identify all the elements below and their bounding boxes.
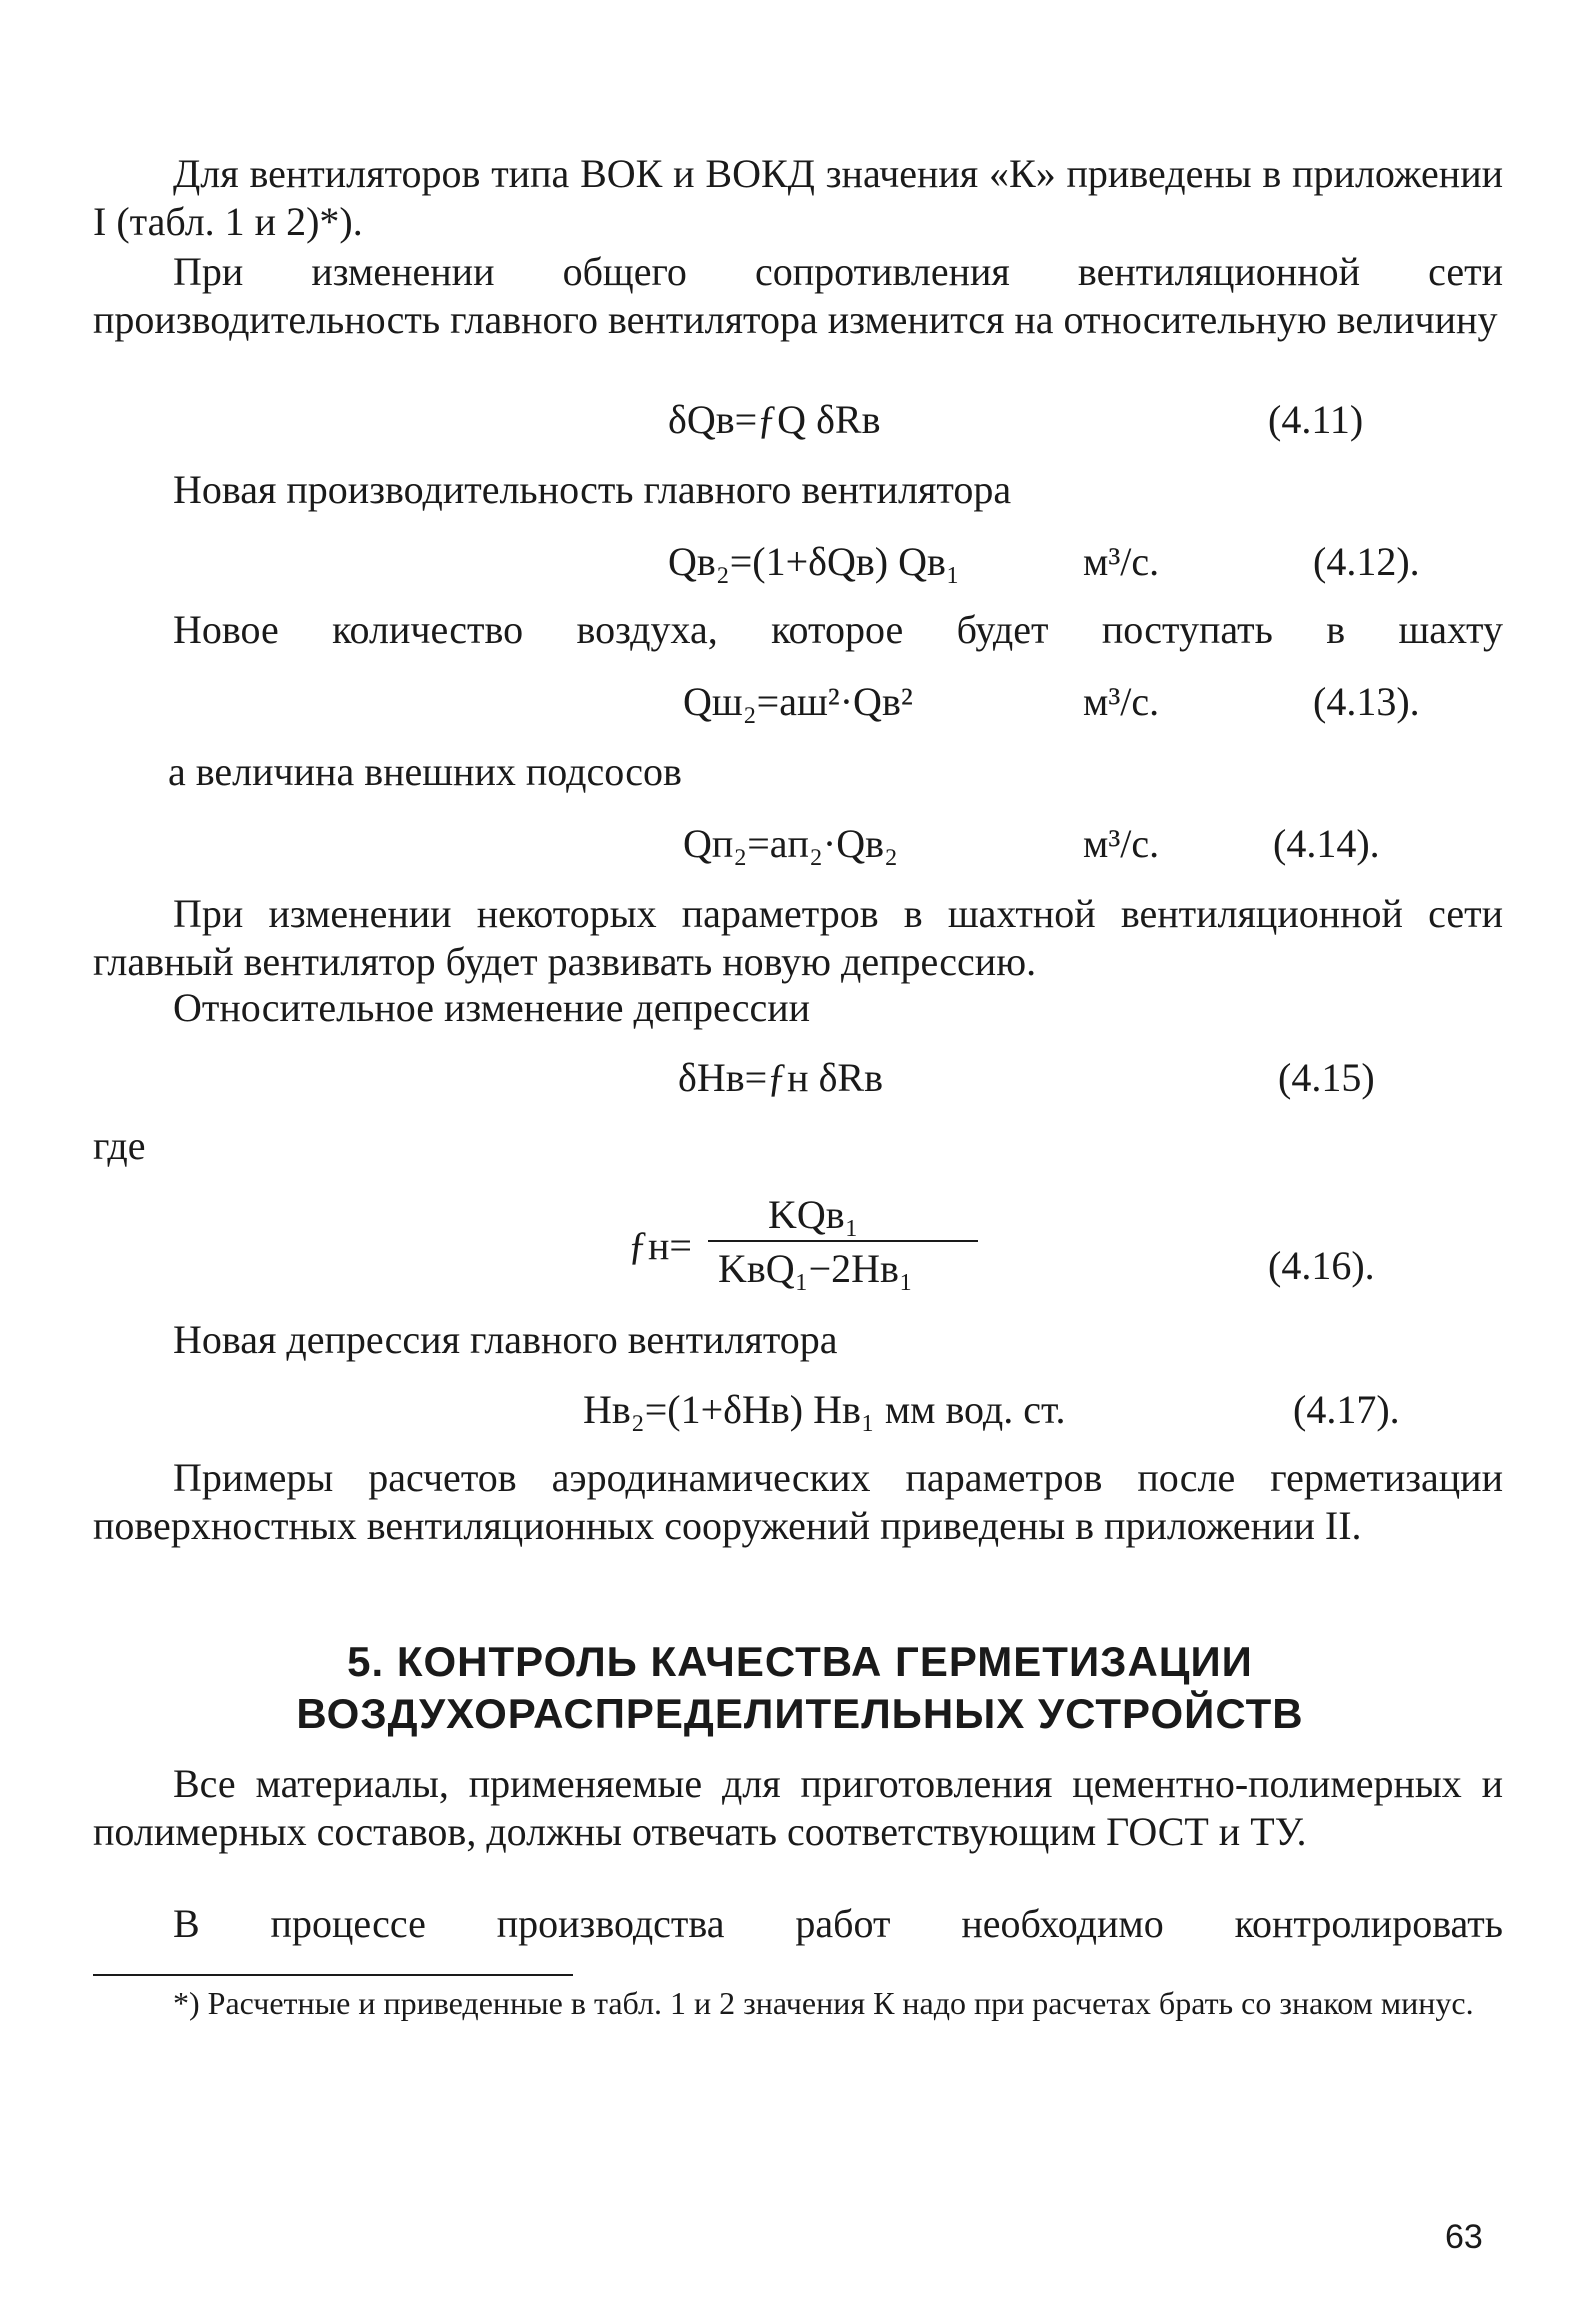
equation-4-16-numerator: KQв₁	[768, 1192, 859, 1237]
section-heading-line-1: 5. КОНТРОЛЬ КАЧЕСТВА ГЕРМЕТИЗАЦИИ	[347, 1638, 1253, 1685]
equation-4-12: Qв₂=(1+δQв) Qв₁	[668, 539, 960, 584]
equation-4-13: Qш₂=aш²·Qв²	[683, 679, 913, 724]
equation-4-17: Hв₂=(1+δHв) Hв₁ мм вод. ст.	[583, 1387, 1066, 1432]
equation-4-11: δQв=ƒQ δRв	[668, 397, 881, 442]
equation-number-4-15: (4.15)	[1278, 1055, 1375, 1100]
equation-unit-4-14: м³/с.	[1083, 821, 1160, 866]
paragraph-calculation-examples: Примеры расчетов аэродинамических параметров после герметизации поверхностных вентиляционных сооружений приведены в приложении II.	[93, 1455, 1503, 1548]
equation-4-16-lhs: ƒн=	[628, 1223, 692, 1268]
equation-unit-4-13: м³/с.	[1083, 679, 1160, 724]
equation-number-4-17: (4.17).	[1293, 1387, 1400, 1432]
paragraph-external-leakage: а величина внешних подсосов	[168, 749, 682, 794]
equation-number-4-13: (4.13).	[1313, 679, 1420, 724]
equation-number-4-12: (4.12).	[1313, 539, 1420, 584]
paragraph-new-fan-depression: Новая депрессия главного вентилятора	[173, 1317, 838, 1362]
paragraph-air-quantity: Новое количество воздуха, которое будет поступать в шахту	[173, 607, 1503, 652]
paragraph-fan-types: Для вентиляторов типа ВОК и ВОКД значения «К» приведены в приложении I (табл. 1 и 2)*).	[93, 151, 1503, 244]
paragraph-resistance-change: При изменении общего сопротивления вентиляционной сети производительность главного вентилятора изменится на относительную величину	[93, 249, 1503, 342]
footnote: *) Расчетные и приведенные в табл. 1 и 2 значения К надо при расчетах брать со знаком минус.	[173, 1985, 1474, 2021]
paragraph-new-depression: При изменении некоторых параметров в шахтной вентиляционной сети главный вентилятор будет развивать новую депрессию.	[93, 891, 1503, 984]
equation-unit-4-12: м³/с.	[1083, 539, 1160, 584]
equation-number-4-11: (4.11)	[1268, 397, 1364, 442]
paragraph-relative-depression: Относительное изменение депрессии	[173, 985, 811, 1030]
paragraph-process-control: В процессе производства работ необходимо контролировать	[173, 1901, 1503, 1946]
equation-number-4-14: (4.14).	[1273, 821, 1380, 866]
section-heading-line-2: ВОЗДУХОРАСПРЕДЕЛИТЕЛЬНЫХ УСТРОЙСТВ	[296, 1690, 1304, 1737]
equation-4-15: δHв=ƒн δRв	[678, 1055, 883, 1100]
footnote-rule	[93, 1974, 573, 1976]
paragraph-new-capacity: Новая производительность главного вентилятора	[173, 467, 1012, 512]
page-number: 63	[1445, 2218, 1483, 2256]
label-where: где	[93, 1123, 146, 1168]
equation-4-16-denominator: KвQ₁−2Hв₁	[718, 1246, 913, 1291]
fraction-bar	[708, 1240, 978, 1242]
equation-number-4-16: (4.16).	[1268, 1243, 1375, 1288]
equation-4-14: Qп₂=aп₂·Qв₂	[683, 821, 898, 866]
paragraph-materials: Все материалы, применяемые для приготовления цементно-полимерных и полимерных составов, должны отвечать соответствующим ГОСТ и ТУ.	[93, 1761, 1503, 1854]
